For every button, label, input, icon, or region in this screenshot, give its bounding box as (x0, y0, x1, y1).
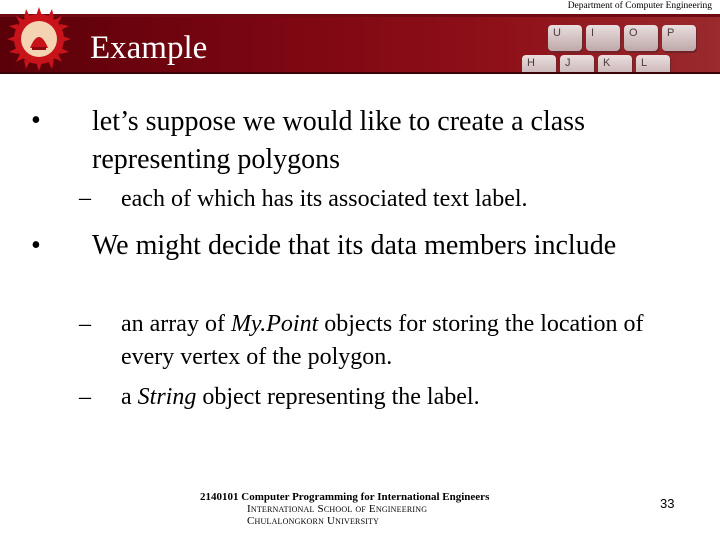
keyboard-key: H (522, 55, 556, 72)
page-number: 33 (660, 496, 675, 511)
bullet-icon: • (31, 230, 41, 261)
bullet-text: let’s suppose we would like to create a class representing polygons (92, 106, 585, 175)
keyboard-key: L (636, 55, 670, 72)
sub-bullet-text (121, 381, 681, 414)
university-name: Chulalongkorn University (247, 515, 380, 527)
dash-icon: – (79, 311, 91, 337)
keyboard-key: K (598, 55, 632, 72)
sub-bullet-text: each of which has its associated text label. (121, 186, 528, 212)
university-seal-icon (4, 4, 74, 74)
class-name-text: My.Point (230, 311, 319, 337)
keyboard-image (430, 17, 720, 72)
bullet-icon: • (31, 105, 41, 136)
keyboard-key: I (586, 25, 620, 51)
keyboard-key: O (624, 25, 658, 51)
school-name: International School of Engineering (247, 503, 428, 515)
text-run: objects for storing the location of every vertex of the polygon. (121, 311, 644, 370)
slide-title: Example (90, 30, 208, 66)
keyboard-key: J (560, 55, 594, 72)
header-bottom-line (0, 72, 720, 74)
department-label: Department of Computer Engineering (567, 1, 712, 11)
keyboard-key: U (548, 25, 582, 51)
class-name-text: String (137, 384, 197, 410)
sub-bullet-text (121, 308, 681, 374)
dash-icon: – (79, 185, 91, 211)
dash-icon: – (79, 384, 91, 410)
text-run: object representing the label. (196, 384, 480, 410)
course-title: 2140101 Computer Programming for International Engineers (200, 491, 490, 503)
text-run: a (121, 384, 138, 410)
text-run: an array of (121, 311, 231, 337)
bullet-text: We might decide that its data members include (92, 230, 617, 261)
footer (200, 491, 520, 527)
keyboard-key: P (662, 25, 696, 51)
